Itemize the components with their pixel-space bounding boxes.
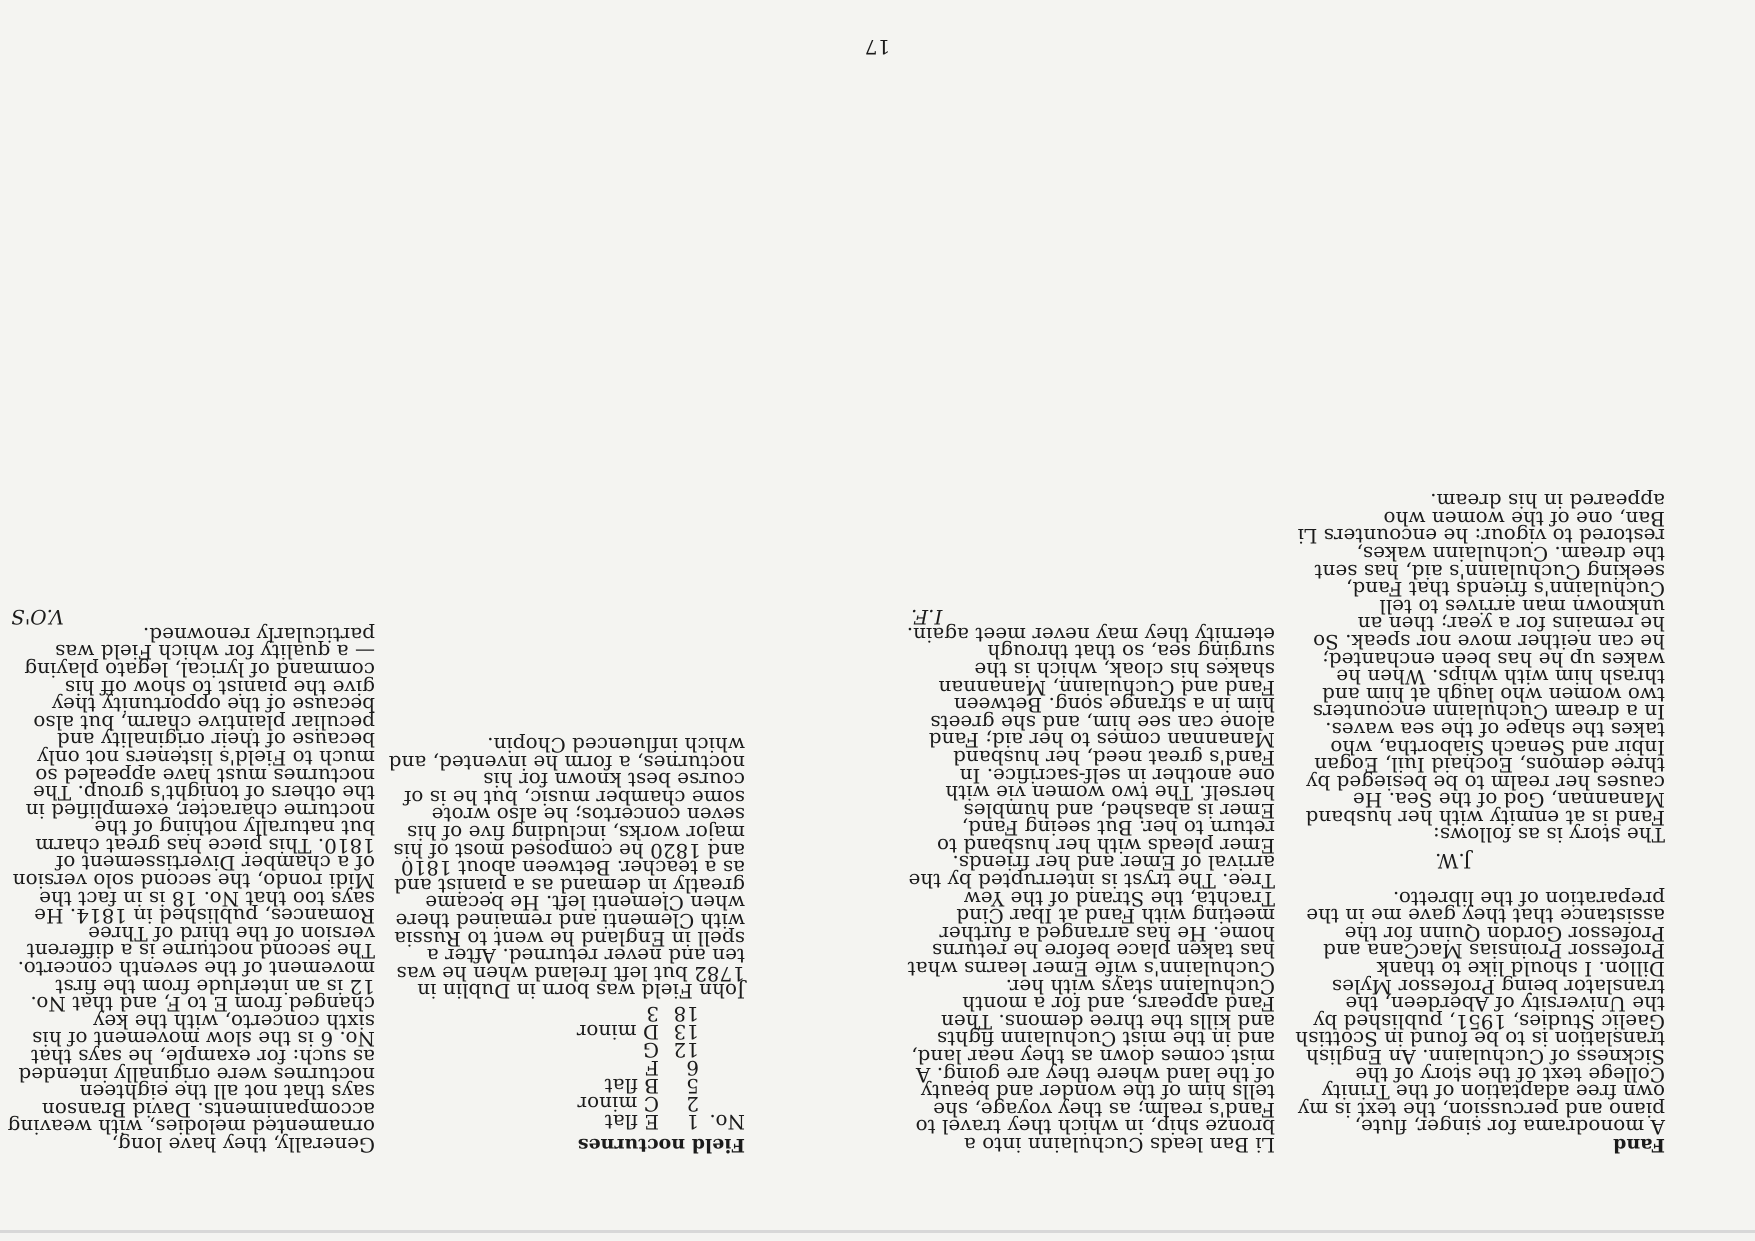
nocturnes-list [375,1002,745,1135]
fand-story-paragraph-5: Emer pleads with her husband to return to her. But seeing Fand, Emer is abashed, and humbles herself. The two women vie with one another in self-sacrifice. In Fand's great need, her husband Manannan comes to her aid; Fand alone can see him, and she greets him in a strange song. Between Fand and Cuchulainn, Manannan shakes his cloak, which is the surging sea, so that through eternity they may never meet again. [906,622,1275,858]
nocturnes-signature: V.O'S [11,605,64,630]
page-number: 17 [864,35,891,59]
nocturnes-paragraph-3: The second nocturne is a different version of the third of Three Romances, published in 1814. He says too that No. 18 is in fact the Midi rondo, the second solo version of a chamber Divertissement of 1810. This piece has great charm but naturally nothing of the nocturne character, exemplified in the others of tonight's group. The nocturnes must have appealed so much to Field's listeners not only because of their originality and peculiar plaintive charm, but also because of the opportunity they give the pianist to show off his command of lyrical, legato playing — a quality for which Field was particularly renowned. [12,622,375,964]
fand-story-paragraph-2: In a dream Cuchulainn encounters two women who laugh at him and thrash him with whips. When he wakes up he has been enchanted; he can neither move nor speak. So he remains for a year; then an unknown man arrives to tell Cuchulainn's friends that Fand, seeking Cuchulainn's aid, has sent the dream. Cuchulainn wakes, restored to vigour: he encounters Li Ban, one of the women who appeared in his dream. [1297,489,1665,725]
fand-intro-signature: J.W. [1435,849,1472,874]
nocturne-item: 13 D minor [576,1020,699,1045]
fand-story-lead: The story is as follows: [1433,823,1665,848]
nocturnes-paragraph-1: John Field was born in Dublin in 1782 but left Ireland when he was ten and never returned. After a spell in England he went to Russia with Clementi and remained there when Clementi left. He became greatly in demand as a pianist and as a teacher. Between about 1810 and 1820 he composed most of his major works, including five of his seven concertos; he also wrote some chamber music, but he is of course best known for his nocturnes, a form he invented, and which influenced Chopin. [388,733,745,1004]
nocturnes-column-right [5,605,375,1157]
fand-story-paragraph-3: Li Ban leads Cuchulainn into a bronze ship, in which they travel to Fand's realm; as they voyage, she tells him of the wonder and beauty of the land where they are going. A mist comes down as they near land, and in the mist Cuchulainn fights and kills the three demons. Then Fand appears, and for a month Cuchulainn stays with her. [911,974,1275,1157]
nocturne-item: 18 3 [646,1002,699,1027]
nocturne-item: 12 G [643,1038,699,1063]
fand-story-paragraph-4: Cuchulainn's wife Emer learns what has taken place before he returns home. He has arranged a further meeting with Fand at Ibar Cind Trachta, the Strand of the Yew Tree. The tryst is interrupted by the arrival of Emer and her friends. [907,851,1275,982]
fand-intro-paragraph: A monodrama for singer, flute, piano and percussion, the text is my own free adaptation of the Trinity College text of the story of the Sickness of Cuchulainn. An English translation is to be found in Scottish Gaelic Studies, 1951, published by the University of Aberdeen, the translator being Professor Myles Dillon. I should like to thank Professor Proinsias MacCana and Professor Gordon Quinn for the assistance that they gave me in the preparation of the libretto. [1295,886,1665,1140]
nocturne-item: 5 B flat [604,1074,699,1099]
fand-story-signature: I.F. [911,605,943,630]
nocturne-item: 2 C minor [577,1092,699,1117]
nocturnes-column-left [375,733,745,1156]
nocturnes-paragraph-2: Generally, they have long, ornamented melodies, with weaving accompaniments. David Branson says that not all the eighteen nocturnes were originally intended as such: for example, he says that No. 6 is the slow movement of his sixth concerto, with the key changed from E to F, and that No. 12 is an interlude from the first movement of the seventh concerto. [7,957,375,1157]
nocturne-item: No. 1 E flat [604,1110,745,1135]
nocturnes-heading: Field nocturnes [577,1134,745,1156]
fand-story-paragraph-1: Fand is at enmity with her husband Manannan, God of the Sea. He causes her realm to be besieged by three demons, Eochaid Iuil, Eogan Inbir and Senach Siabortha, who takes the shape of the sea waves. [1305,717,1665,830]
scan-edge-rule [0,1230,1755,1233]
fand-column-right [905,605,1275,1157]
fand-heading: Fand [1613,1134,1665,1156]
fand-column-left [1295,489,1665,1156]
nocturne-item: 6 F [645,1056,699,1081]
